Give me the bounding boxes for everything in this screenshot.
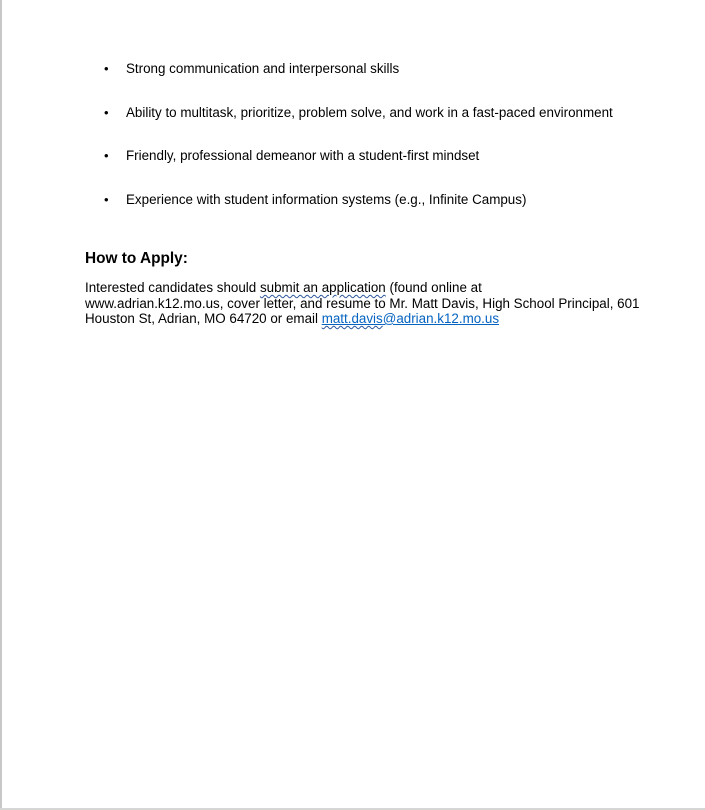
how-to-apply-paragraph[interactable] <box>85 280 645 327</box>
how-to-apply-heading[interactable]: How to Apply: <box>85 250 188 267</box>
bullet-icon: • <box>104 148 109 164</box>
bullet-icon: • <box>104 104 109 120</box>
bullet-icon: • <box>104 61 109 76</box>
email-link[interactable] <box>322 311 499 326</box>
requirement-item <box>104 147 664 191</box>
requirement-item <box>104 104 664 148</box>
requirement-text[interactable]: Friendly, professional demeanor with a student-first mindset <box>126 148 480 164</box>
website-text: www.adrian.k12.mo.us <box>85 295 220 311</box>
requirement-text[interactable]: Experience with student information systems (e.g., Infinite Campus) <box>126 192 527 208</box>
page-left-edge <box>0 0 2 810</box>
requirement-item <box>104 60 664 104</box>
bullet-icon: • <box>104 192 109 208</box>
apply-text-intro: Interested candidates should <box>85 280 260 295</box>
requirement-item <box>104 191 664 235</box>
email-name[interactable]: matt.davis <box>321 311 383 326</box>
apply-text-address: , cover letter, and resume to Mr. Matt Davis, High School Principal, 601 Houston St, Adrian, MO 64720 or email <box>85 295 640 326</box>
requirements-list <box>104 60 664 235</box>
requirement-text[interactable]: Strong communication and interpersonal skills <box>126 61 400 76</box>
application-phrase[interactable]: submit an application <box>259 280 386 295</box>
apply-text-middle: (found online at <box>385 280 482 295</box>
email-domain[interactable]: @adrian.k12.mo.us <box>382 311 500 326</box>
requirement-text[interactable]: Ability to multitask, prioritize, problem solve, and work in a fast-paced environment <box>126 104 613 120</box>
